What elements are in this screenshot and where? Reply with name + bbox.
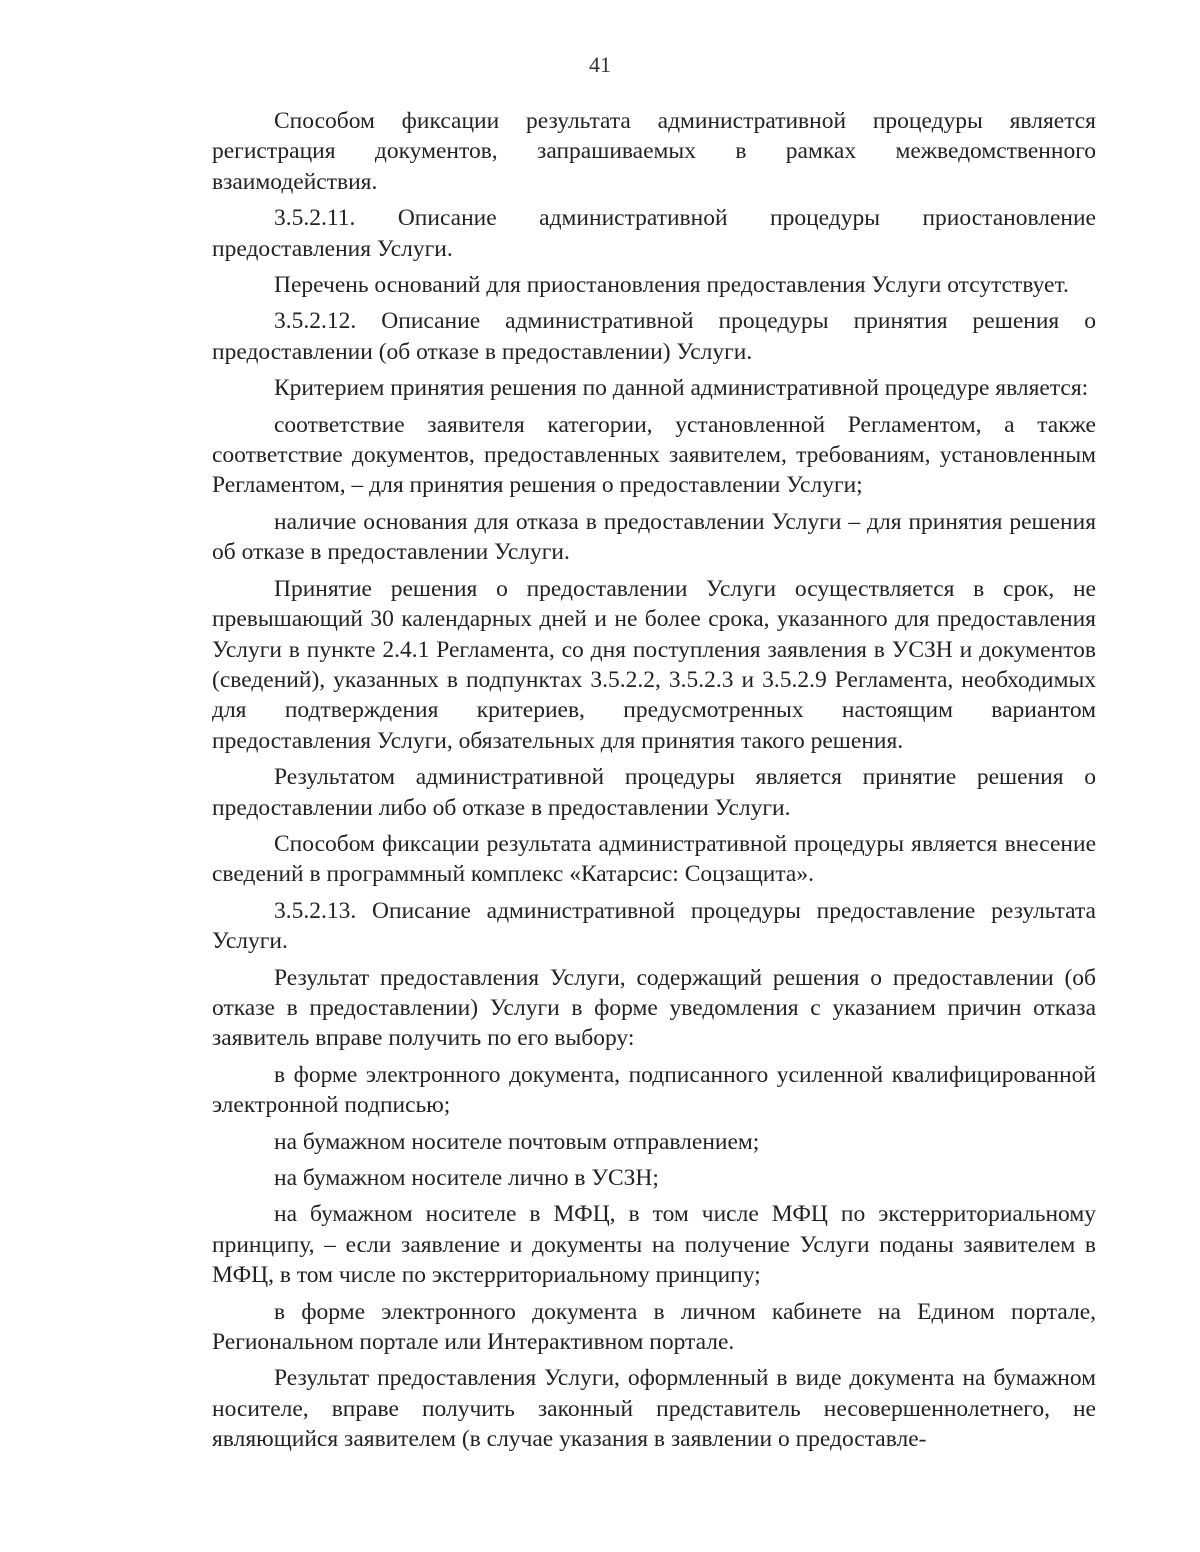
paragraph: 3.5.2.12. Описание административной процедуры принятия решения о предоставлении (об отказе в предоставлении) Услуги. (212, 308, 1096, 365)
paragraph: Результат предоставления Услуги, оформленный в виде документа на бумажном носителе, вправе получить законный представитель несовершеннолетнего, не являющийся заявителем (в случае указания в заявлении о предоставле- (212, 1365, 1096, 1453)
paragraph: в форме электронного документа, подписанного усиленной квалифицированной электронной подписью; (212, 1061, 1096, 1119)
paragraph: на бумажном носителе в МФЦ, в том числе МФЦ по экстерриториальному принципу, – если заявление и документы на получение Услуги поданы заявителем в МФЦ, в том числе по экстерриториальному принципу; (212, 1201, 1096, 1289)
paragraph: Перечень оснований для приостановления предоставления Услуги отсутствует. (274, 272, 1069, 299)
paragraph: Способом фиксации результата административной процедуры является внесение сведений в программный комплекс «Катарсис: Соцзащита». (212, 830, 1096, 888)
page-number: 41 (589, 52, 611, 77)
paragraph: на бумажном носителе почтовым отправлением; (274, 1128, 760, 1155)
paragraph: Результат предоставления Услуги, содержащий решения о предоставлении (об отказе в предоставлении) Услуги в форме уведомления с указанием причин отказа заявитель вправе получить по его выбору: (212, 964, 1096, 1052)
paragraph: 3.5.2.13. Описание административной процедуры предоставление результата Услуги. (212, 897, 1096, 955)
paragraph: Принятие решения о предоставлении Услуги осуществляется в срок, не превышающий 30 календарных дней и не более срока, указанного для предоставления Услуги в пункте 2.4.1 Регламента, со дня поступления заявления в УСЗН и документов (сведений), указанных в подпунктах 3.5.2.2, 3.5.2.3 и 3.5.2.9 Регламента, необходимых для подтверждения критериев, предусмотренных настоящим вариантом предоставления Услуги, обязательных для принятия такого решения. (212, 575, 1096, 754)
paragraph: 3.5.2.11. Описание административной процедуры приостановление предоставления Услуги. (212, 205, 1096, 262)
paragraph: наличие основания для отказа в предоставлении Услуги – для принятия решения об отказе в предоставлении Услуги. (212, 508, 1096, 566)
paragraph: Результатом административной процедуры является принятие решения о предоставлении либо об отказе в предоставлении Услуги. (212, 764, 1096, 821)
paragraph: Критерием принятия решения по данной административной процедуре является: (274, 375, 1089, 402)
paragraph: соответствие заявителя категории, установленной Регламентом, а также соответствие документов, предоставленных заявителем, требованиям, установленным Регламентом, – для принятия решения о предоставлении Услуги; (212, 411, 1096, 499)
paragraph: Способом фиксации результата административной процедуры является регистрация документов, запрашиваемых в рамках межведомственного взаимодействия. (212, 108, 1096, 195)
document-body (212, 106, 1096, 1461)
paragraph: в форме электронного документа в личном кабинете на Едином портале, Региональном портале или Интерактивном портале. (212, 1298, 1096, 1356)
paragraph: на бумажном носителе лично в УСЗН; (274, 1165, 659, 1191)
